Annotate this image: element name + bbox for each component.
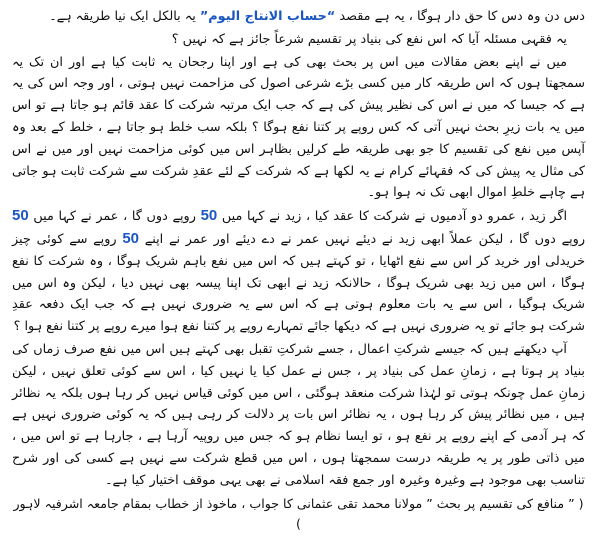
paragraph-text: آپ دیکھتے ہیں کہ جیسے شرکتِ اعمال ، جسے شرکتِ تقبل بھی کہتے ہیں اس میں نفع صرف زماں کی بنیاد پر ہوتا ہے ، زمانِ عمل کی بنیاد پر ، جس نے عمل کیا یا نہیں کیا ، اس سے کوئی تعلق نہیں ، لیکن زمانِ عمل چونکہ ہوتی تو لہٰذا شرکت منعقد ہوگئی ، اس میں کوئی قیاس نہیں کر رہا ہوں بلکہ یہ نظائر ہیں ، میں نظائر پیش کر رہا ہوں ، یہ نظائر اس بات پر دلالت کر رہی ہیں کہ یہ کوئی ضروری نہیں ہے کہ ہر آدمی کے اپنے روپے پر نفع ہو ، تو ایسا نظام ہو کہ جس میں روپیہ آرہا ہے ، جارہا ہے تو اس میں ، میں ذاتی طور پر یہ طریقہ درست سمجھتا ہوں ، اس میں قطع شرکت سے نہیں ہے کسی کی اور شرح تناسب بھی موجود ہے وغیرہ وغیرہ اور جمع فقہ اسلامی نے بھی یہی موقف اختیار کیا ہے۔ xyxy=(12,341,585,488)
paragraph xyxy=(12,6,585,28)
paragraph-text: میں نے اپنے بعض مقالات میں اس پر بحث بھی کی ہے اور اپنا رجحان یہ ثابت کیا ہے اور ان تک یہ سمجھتا ہوں کہ اس طریقہ کار میں کسی بڑے شرعی اصول کی مزاحمت نہیں ہوتی ، اور وجہ اس کی یہ ہے کہ جیسا کہ میں نے اس کی نظیر پیش کی ہے کہ جب ایک مرتبہ شرکت کا عقد قائم ہو جاتا ہے تو اس میں یہ بات زیرِ بحث نہیں آتی کہ کس روپے پر کتنا نفع ہوگا ؟ بلکہ سب خلط ہو جاتا ہے ، خلط کے بعد وہ آپس میں نفع کی تقسیم کا جو بھی طریقہ طے کرلیں بظاہر اس میں کوئی مزاحمت نہیں اور میں نے اس کی مثال یہ پیش کی کہ فقہائے کرام نے یہ لکھا ہے کہ شرکت کے لئے عقدِ شرکت سے شرکت ثابت ہو جاتی ہے چاہے خلطِ اموال ابھی تک نہ ہوا ہو۔ xyxy=(12,54,585,201)
paragraph xyxy=(12,29,585,51)
paragraph-text: روپے دوں گا ، لیکن عملاً ابھی زید نے دیئے نہیں عمر نے دے دیئے اور عمر نے اپنے xyxy=(139,231,585,247)
paragraph xyxy=(12,52,585,205)
paragraph-text: اگر زید ، عمرو دو آدمیوں نے شرکت کا عقد کیا ، زید نے کہا میں xyxy=(217,209,568,225)
source-citation: ( ” منافع کی تقسیم پر بحث ” مولانا محمد تقی عثمانی کا جواب ، ماخوذ از خطاب بمقام جامعہ اشرفیہ لاہور ) xyxy=(13,495,584,531)
amount-value: 50 xyxy=(12,207,29,225)
paragraph-text: روپے سے کوئی چیز خریدلی اور خرید کر اس سے نفع اٹھایا ، تو کہتے ہیں کہ اس میں نفع باہم شریک ہوگا ، وہ شرکت کا نفع ہوگا ، اس میں زید بھی شریک ہوگا ، حالانکہ زید نے ابھی تک اپنا پیسہ بھی نہیں دیا ، لیکن وہ اس میں شریک ہوگیا ، اس سے یہ بات معلوم ہوتی ہے کہ اس سے یہ ضروری نہیں ہے کہ جب ایک دفعہ عقدِ شرکت ہو جائے تو یہ ضروری نہیں ہے کہ دیکھا جائے تمہارے روپے پر کتنا نفع ہوا میرے روپے پر کتنا نفع ہوا ؟ xyxy=(12,231,585,335)
highlighted-term: “حساب الانتاج الیوم” xyxy=(199,9,336,24)
paragraph xyxy=(12,339,585,492)
paragraph xyxy=(12,205,585,338)
paragraph-text: یہ فقہی مسئلہ آیا کہ اس نفع کی بنیاد پر تقسیم شرعاً جائز ہے کہ نہیں ؟ xyxy=(171,31,567,47)
paragraph-text: روپے دوں گا ، عمر نے کہا میں xyxy=(28,209,201,225)
article-body xyxy=(12,6,585,492)
amount-value: 50 xyxy=(122,229,140,247)
amount-value: 50 xyxy=(200,207,218,225)
paragraph-text: یہ بالکل ایک نیا طریقہ ہے۔ xyxy=(49,9,200,24)
paragraph-text: دس دن وہ دس کا حق دار ہوگا ، یہ ہے مقصد xyxy=(335,9,585,24)
